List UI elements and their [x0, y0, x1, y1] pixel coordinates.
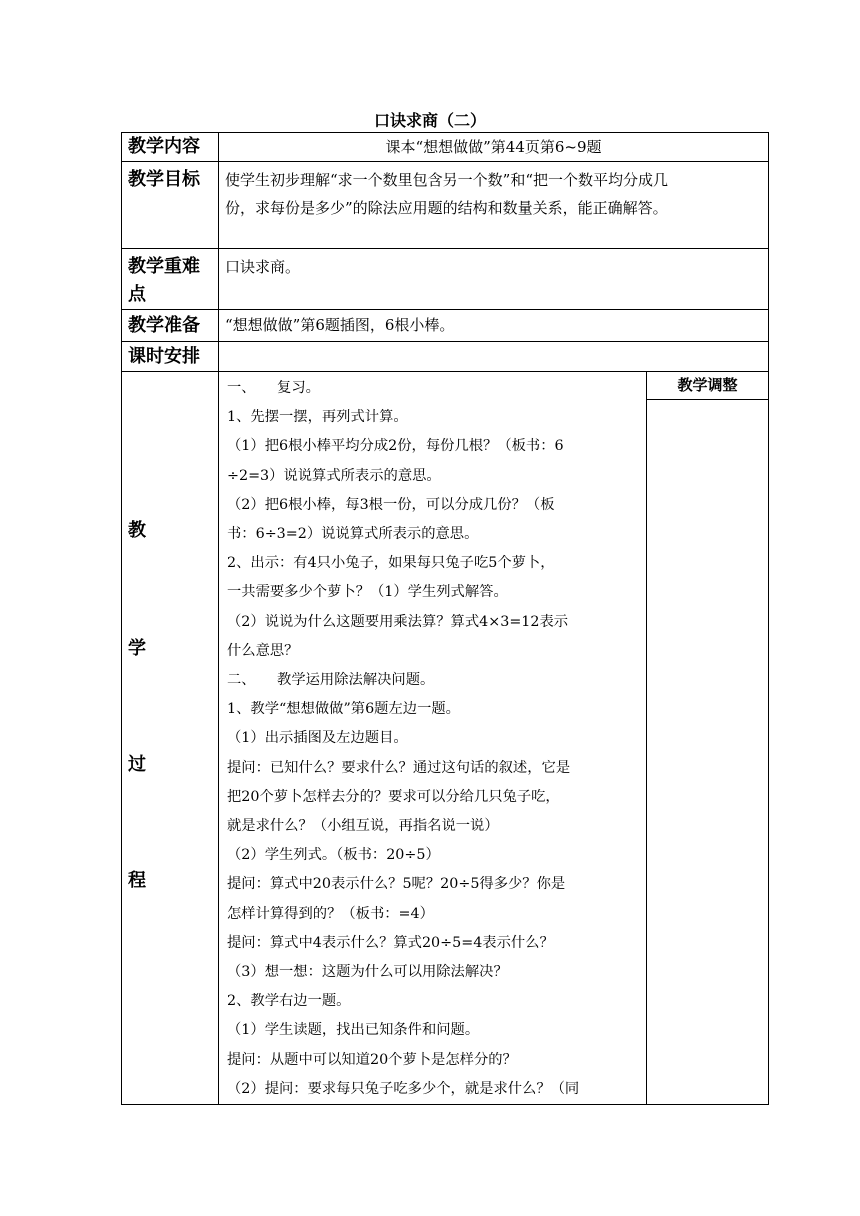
goal-line-1: 使学生初步理解“求一个数里包含另一个数”和“把一个数平均分成几 — [225, 171, 669, 189]
process-line: 1、教学“想想做做”第6题左边一题。 — [227, 701, 460, 718]
process-line: （1）把6根小棒平均分成2份，每份几根？（板书：6 — [227, 438, 564, 455]
process-line: （2）学生列式。（板书：20÷5） — [227, 847, 440, 864]
row-process — [122, 372, 769, 1105]
adjustment-header: 教学调整 — [647, 372, 768, 400]
label-content: 教学内容 — [122, 133, 219, 162]
process-line: ÷2=3）说说算式所表示的意思。 — [227, 467, 441, 484]
label-process — [122, 372, 219, 1105]
label-difficulty — [122, 249, 219, 310]
process-line: 提问：算式中20表示什么？5呢？20÷5得多少？你是 — [227, 876, 566, 893]
process-char-3: 过 — [128, 754, 146, 775]
process-char-4: 程 — [128, 870, 146, 891]
process-line: （3）想一想：这题为什么可以用除法解决？ — [227, 964, 508, 981]
process-char-2: 学 — [128, 638, 146, 659]
process-line: 提问：已知什么？要求什么？通过这句话的叙述，它是 — [227, 759, 571, 776]
process-line: 2、出示：有4只小兔子，如果每只兔子吃5个萝卜， — [227, 555, 555, 572]
process-line: 就是求什么？（小组互说，再指名说一说） — [227, 818, 499, 835]
row-goal — [122, 162, 769, 249]
goal-line-2: 份，求每份是多少”的除法应用题的结构和数量关系，能正确解答。 — [225, 199, 668, 217]
process-line: 书：6÷3=2）说说算式所表示的意思。 — [227, 526, 479, 543]
lesson-plan-table — [121, 132, 769, 1105]
process-line: 二、 教学运用除法解决问题。 — [227, 672, 435, 689]
row-schedule — [122, 342, 769, 372]
process-body — [219, 372, 647, 1105]
label-schedule: 课时安排 — [122, 342, 219, 372]
value-content: 课本“想想做做”第44页第6~9题 — [219, 133, 769, 162]
process-line: 提问：从题中可以知道20个萝卜是怎样分的？ — [227, 1051, 517, 1068]
process-line: （1）学生读题，找出已知条件和问题。 — [227, 1022, 480, 1039]
process-lines — [227, 374, 642, 1104]
label-preparation: 教学准备 — [122, 310, 219, 342]
process-line: 2、教学右边一题。 — [227, 993, 351, 1010]
difficulty-label-line-1: 教学重难 — [128, 256, 200, 277]
process-line: （2）把6根小棒，每3根一份，可以分成几份？（板 — [227, 496, 555, 513]
process-line: （1）出示插图及左边题目。 — [227, 730, 408, 747]
adjustment-column — [647, 372, 769, 1105]
process-line: （2）说说为什么这题要用乘法算？算式4×3=12表示 — [227, 613, 569, 630]
process-line: 1、先摆一摆，再列式计算。 — [227, 409, 408, 426]
value-goal — [219, 162, 769, 249]
page-title: 口诀求商（二） — [373, 111, 486, 130]
process-line: （2）提问：要求每只兔子吃多少个，就是求什么？（同 — [227, 1080, 580, 1097]
process-line: 提问：算式中4表示什么？算式20÷5=4表示什么？ — [227, 934, 554, 951]
process-line: 一、 复习。 — [227, 380, 320, 396]
process-line: 一共需要多少个萝卜？（1）学生列式解答。 — [227, 584, 508, 601]
label-goal: 教学目标 — [122, 162, 219, 249]
row-content — [122, 133, 769, 162]
process-line: 怎样计算得到的？（板书：=4） — [227, 905, 434, 922]
difficulty-label-line-2: 点 — [128, 284, 146, 305]
row-preparation — [122, 310, 769, 342]
process-line: 什么意思？ — [227, 642, 299, 659]
process-char-1: 教 — [128, 520, 146, 541]
value-preparation: “想想做做”第6题插图，6根小棒。 — [219, 310, 769, 342]
process-line: 把20个萝卜怎样去分的？要求可以分给几只兔子吃， — [227, 788, 560, 805]
value-difficulty: 口诀求商。 — [219, 249, 769, 310]
value-schedule — [219, 342, 769, 372]
row-difficulty — [122, 249, 769, 310]
